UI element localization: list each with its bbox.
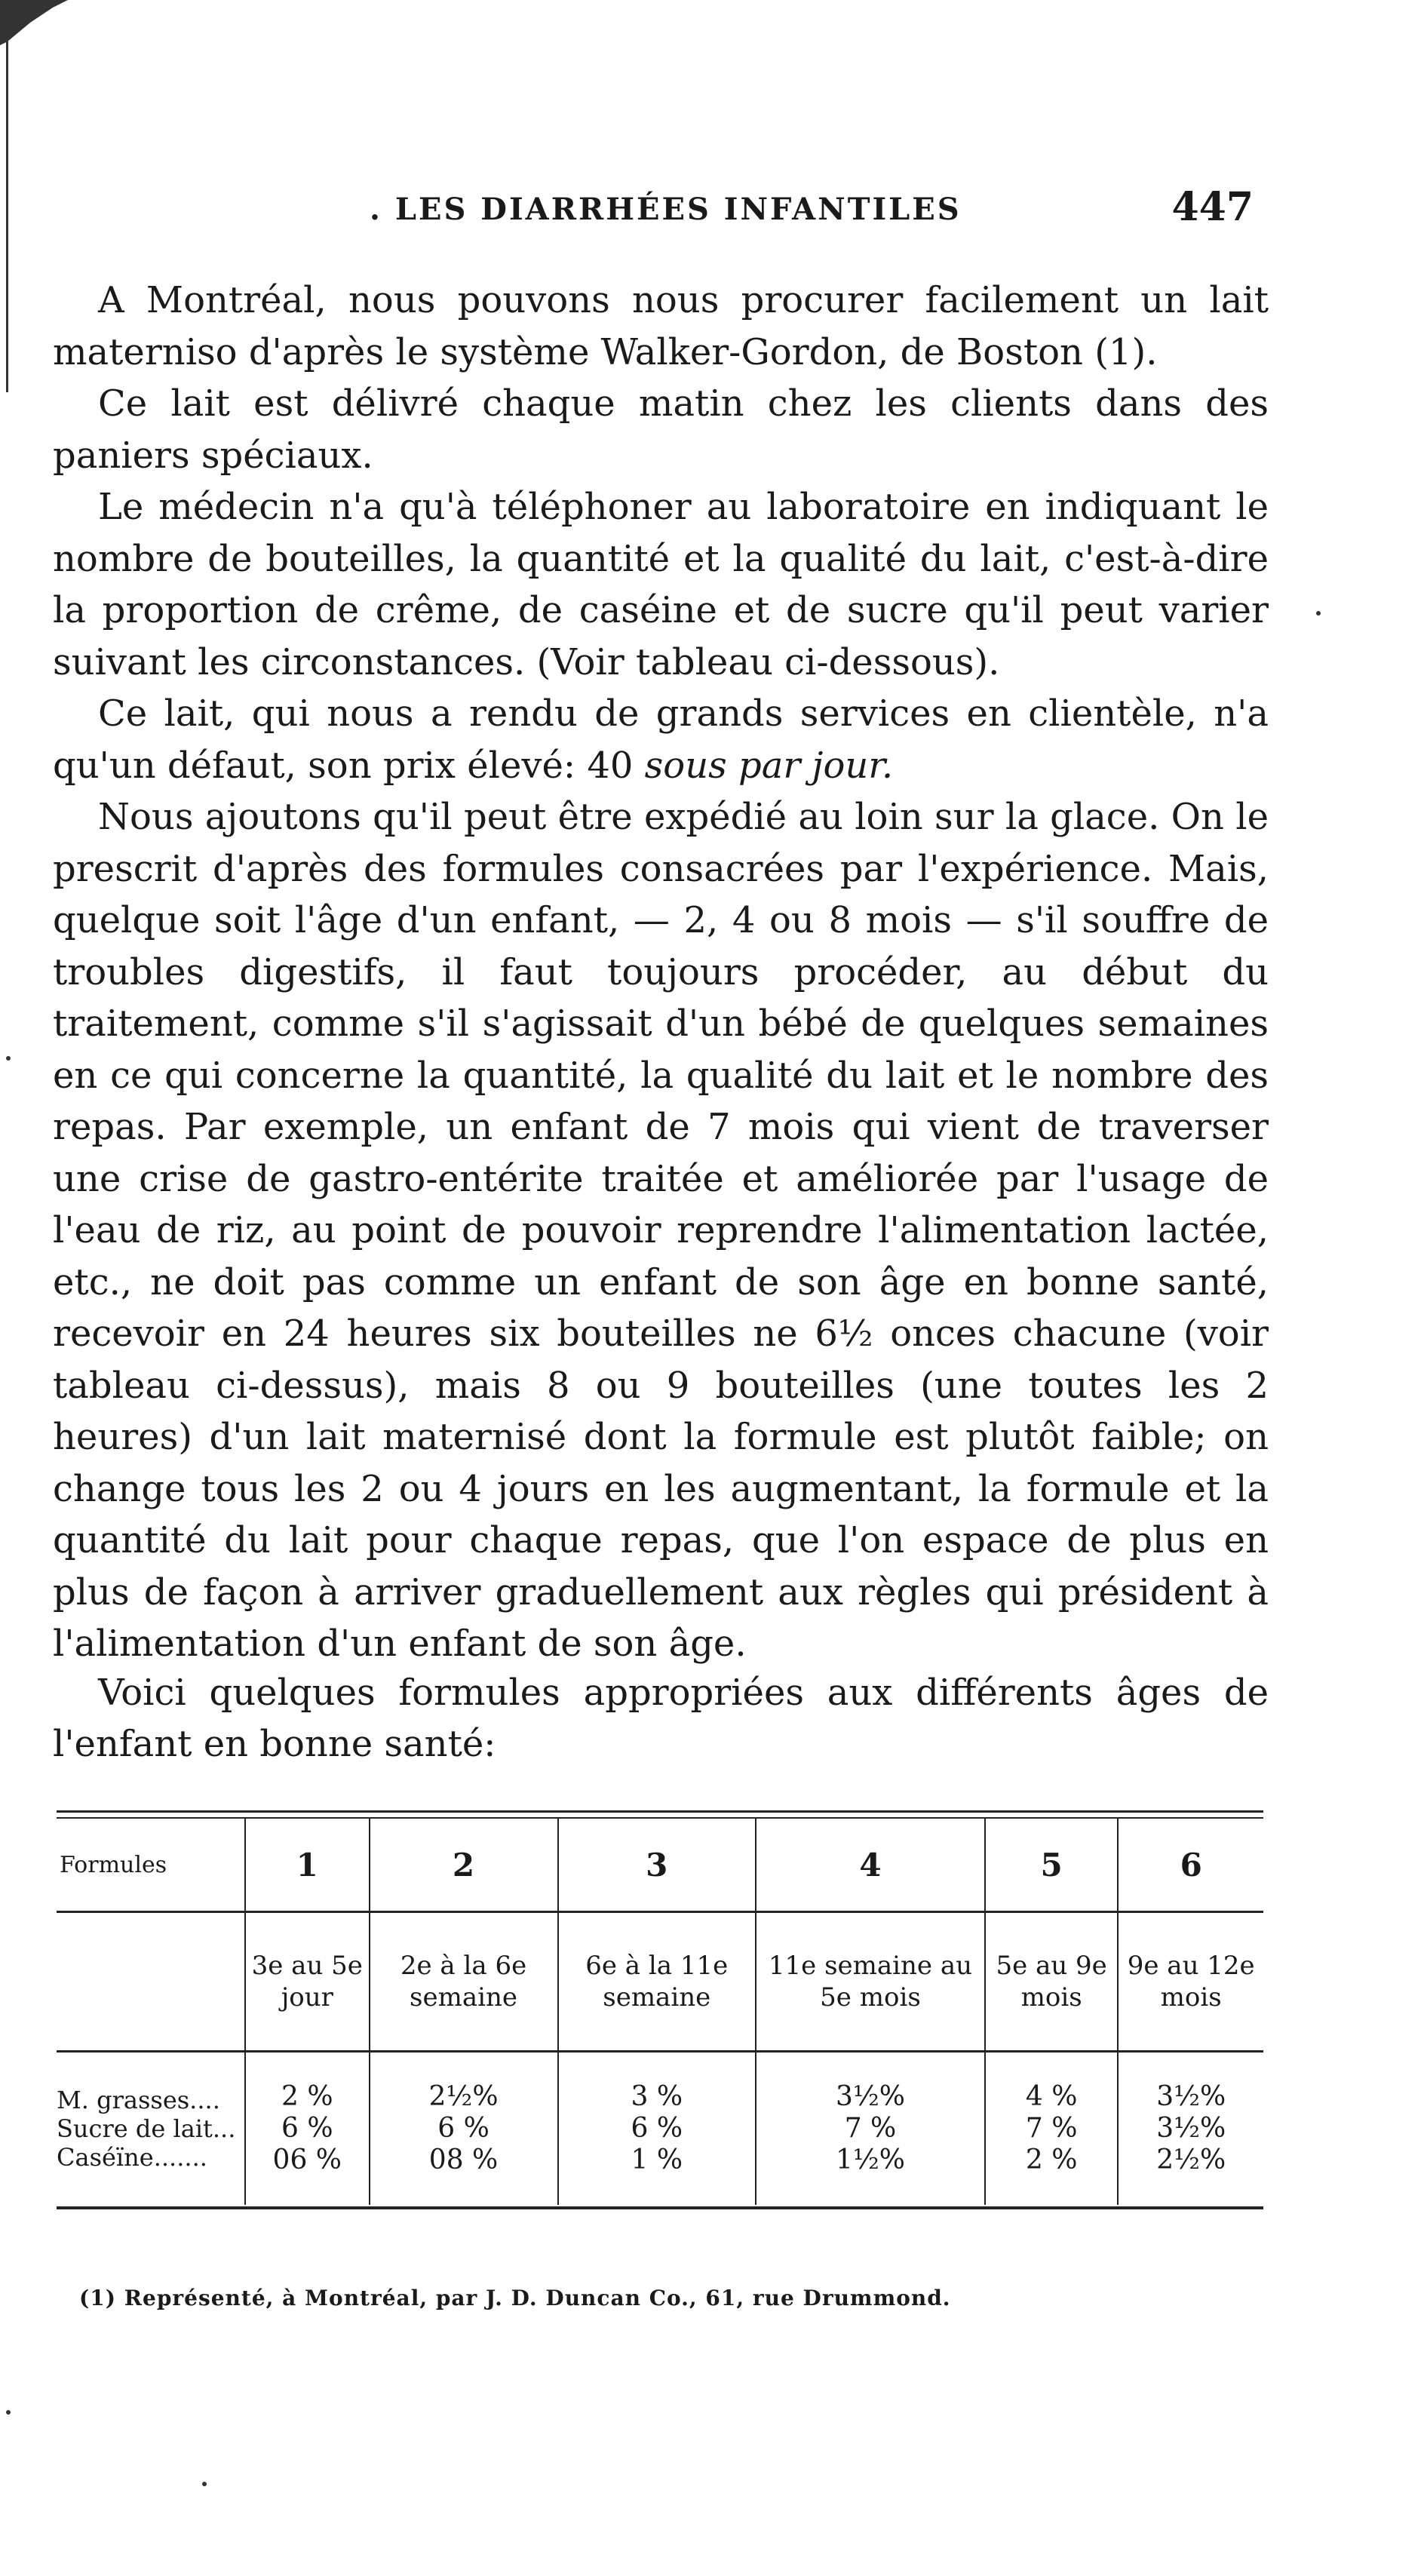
age-row-blank — [57, 1912, 245, 2052]
formula-number-row — [57, 1819, 1263, 1912]
corner-label: Formules — [57, 1819, 245, 1912]
value: 2½% — [1156, 2145, 1226, 2175]
footnote-text: Représenté, à Montréal, par J. D. Duncan Co., 61, rue Drummond. — [124, 2286, 951, 2310]
value: 3 % — [631, 2081, 683, 2112]
paragraph — [53, 688, 1269, 791]
formula-grid — [57, 1819, 1263, 2205]
value: 6 % — [437, 2113, 489, 2144]
formula-number: 3 — [558, 1819, 756, 1912]
formula-number: 5 — [985, 1819, 1118, 1912]
formula-number: 1 — [245, 1819, 370, 1912]
paragraph: A Montréal, nous pouvons nous procurer facilement un lait materniso d'après le système Walker-Gordon, de Boston (1). — [53, 279, 1269, 373]
paragraph: Nous ajoutons qu'il peut être expédié au loin sur la glace. On le prescrit d'après des formules consacrées par l'expérience. Mais, quelque soit l'âge d'un enfant, — 2, 4 ou 8 mois — s'il souffre de troubles digestifs, il faut toujours procéder, au début du traitement, comme s'il s'agissait d'un bébé de quelques semaines en ce qui concerne la quantité, la qualité du lait et le nombre des repas. Par exemple, un enfant de 7 mois qui vient de traverser une crise de gastro-entérite traitée et améliorée par l'usage de l'eau de riz, au point de pouvoir reprendre l'alimentation lactée, etc., ne doit pas comme un enfant de son âge en bonne santé, recevoir en 24 heures six bouteilles ne 6½ onces chacune (voir tableau ci-dessus), mais 8 ou 9 bouteilles (une toutes les 2 heures) d'un lait maternisé dont la formule est plutôt faible; on change tous les 2 ou 4 jours en les augmentant, la formule et la quantité du lait pour chaque repas, que l'on espace de plus en plus de façon à arriver graduellement aux règles qui président à l'alimentation d'un enfant de son âge. — [53, 796, 1269, 1665]
values-row — [57, 2052, 1263, 2206]
values-cell — [370, 2052, 558, 2206]
formula-number: 2 — [370, 1819, 558, 1912]
intro-text: Voici quelques formules appropriées aux différents âges de l'enfant en bonne santé: — [53, 1672, 1269, 1765]
values-cell — [756, 2052, 985, 2206]
value: 1 % — [631, 2145, 683, 2175]
price-italic: sous par jour. — [644, 744, 894, 787]
value: 3½% — [1156, 2113, 1226, 2144]
value: 08 % — [428, 2145, 499, 2175]
footnote — [79, 2286, 951, 2310]
paragraph: Le médecin n'a qu'à téléphoner au laboratoire en indiquant le nombre de bouteilles, la quantité et la qualité du lait, c'est-à-dire la proportion de crême, de caséine et de sucre qu'il peut varier suivant les circonstances. (Voir tableau ci-dessous). — [53, 486, 1269, 683]
value: 06 % — [272, 2145, 342, 2175]
values-cell — [1118, 2052, 1263, 2206]
scan-speck — [6, 2410, 11, 2415]
formula-number: 4 — [756, 1819, 985, 1912]
paragraph: Ce lait est délivré chaque matin chez les clients dans des paniers spéciaux. — [53, 382, 1269, 477]
page-header — [339, 178, 1276, 238]
table-bottom-rule — [57, 2206, 1263, 2209]
scan-speck — [202, 2482, 207, 2486]
value: 4 % — [1025, 2081, 1078, 2112]
table-intro — [53, 1667, 1269, 1770]
table-top-rule — [57, 1810, 1263, 1819]
values-cell — [245, 2052, 370, 2206]
age-cell: 3e au 5e jour — [245, 1912, 370, 2052]
body-text — [53, 275, 1269, 1670]
value: 6 % — [281, 2113, 333, 2144]
scan-corner-mark — [0, 0, 83, 45]
age-cell: 2e à la 6e semaine — [370, 1912, 558, 2052]
formula-number: 6 — [1118, 1819, 1263, 1912]
page-number: 447 — [1171, 184, 1254, 230]
running-head: . LES DIARRHÉES INFANTILES — [370, 192, 962, 227]
scan-speck — [6, 1056, 11, 1061]
value: 2 % — [1025, 2145, 1078, 2175]
value: 7 % — [1025, 2113, 1078, 2144]
values-cell — [558, 2052, 756, 2206]
value: 3½% — [835, 2081, 905, 2112]
values-cell — [985, 2052, 1118, 2206]
paragraph-text: Ce lait, qui nous a rendu de grands services en clientèle, n'a qu'un défaut, son prix élevé: 40 — [53, 692, 1269, 787]
value: 2 % — [281, 2081, 333, 2112]
footnote-marker: (1) — [79, 2286, 116, 2310]
scan-margin-line — [6, 0, 8, 392]
scan-speck — [1316, 611, 1321, 616]
formula-table — [57, 1810, 1263, 2209]
value: 7 % — [844, 2113, 897, 2144]
row-labels — [57, 2052, 245, 2206]
age-row — [57, 1912, 1263, 2052]
value: 2½% — [428, 2081, 499, 2112]
age-cell: 9e au 12e mois — [1118, 1912, 1263, 2052]
value: 3½% — [1156, 2081, 1226, 2112]
row-label: M. grasses.... — [57, 2086, 220, 2114]
row-label: Caséïne....... — [57, 2143, 207, 2172]
age-cell: 5e au 9e mois — [985, 1912, 1118, 2052]
row-label: Sucre de lait... — [57, 2114, 236, 2143]
value: 6 % — [631, 2113, 683, 2144]
value: 1½% — [835, 2145, 905, 2175]
age-cell: 6e à la 11e semaine — [558, 1912, 756, 2052]
age-cell: 11e semaine au 5e mois — [756, 1912, 985, 2052]
